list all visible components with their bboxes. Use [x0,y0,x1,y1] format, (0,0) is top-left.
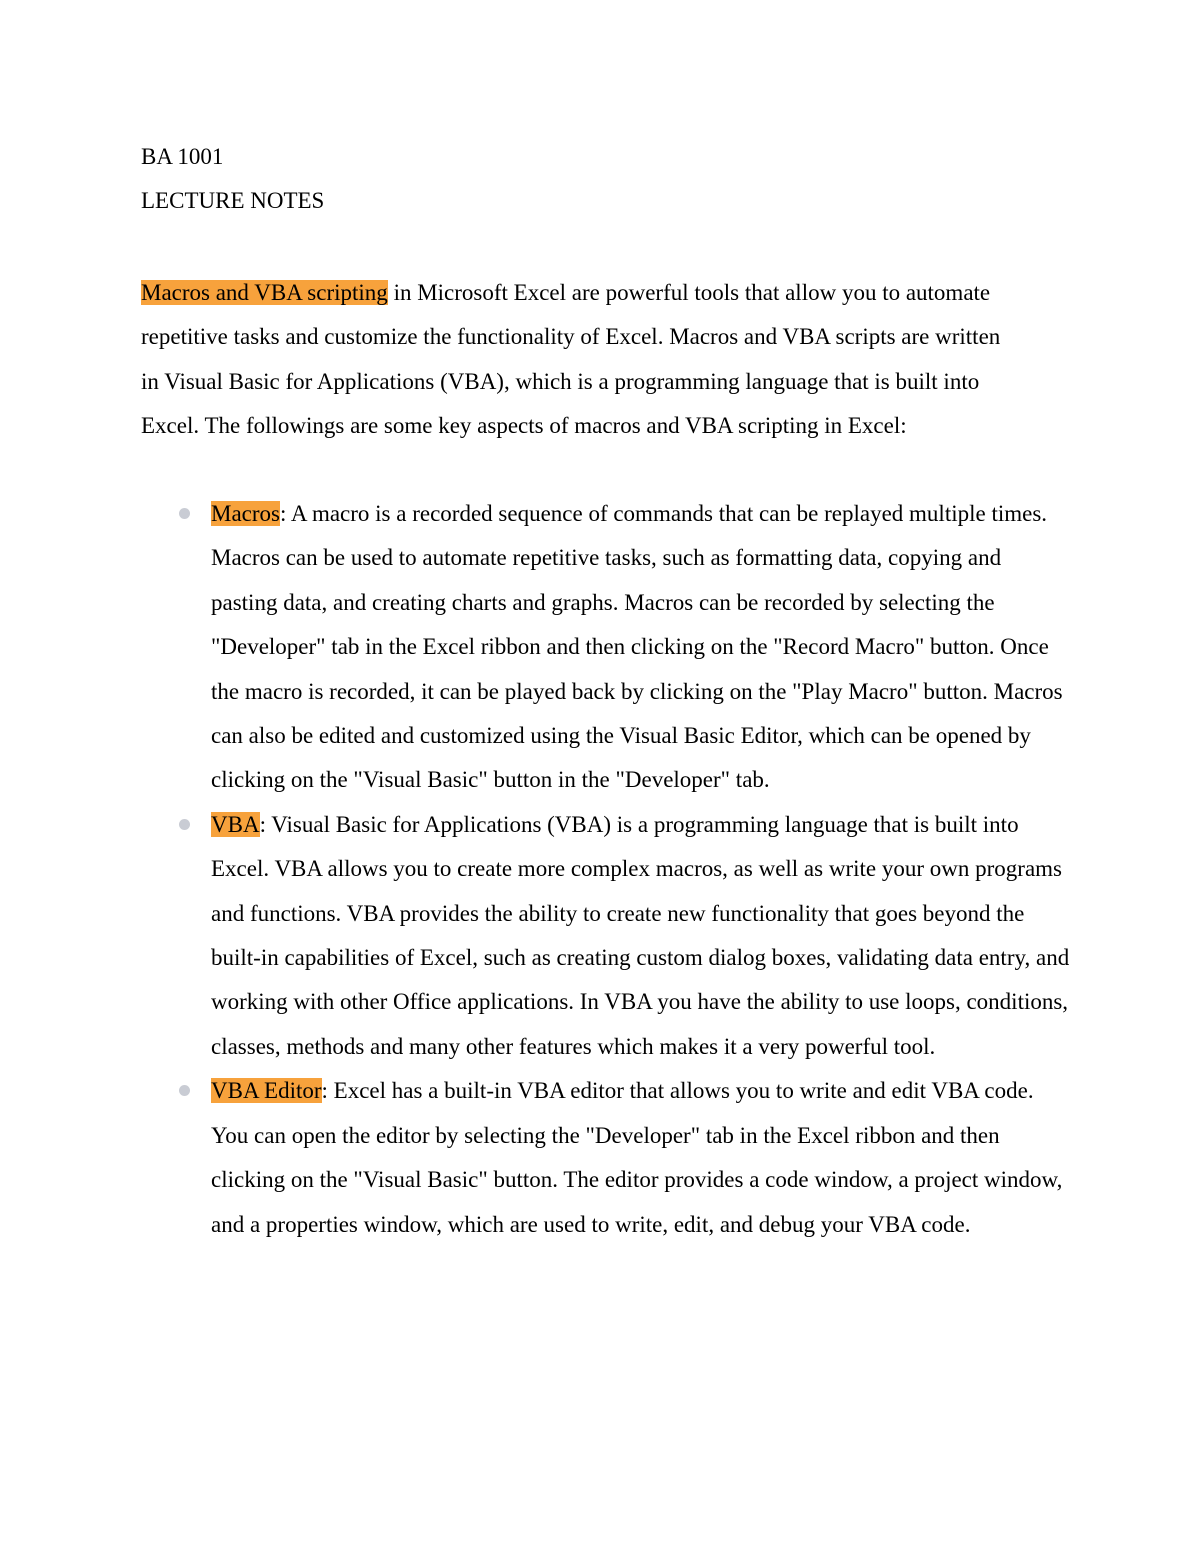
list-item-term: Macros [211,501,280,526]
list-item-term: VBA Editor [211,1078,322,1104]
list-item-vba-editor [211,1069,1071,1247]
key-aspects-list [211,492,1071,1247]
bullet-icon [179,1085,190,1096]
intro-text: in Microsoft Excel are powerful tools that allow you to automate repetitive tasks and customize the functionality of Excel. Macros and VBA scripts are written in Visual Basic for Applications (VBA), which is a programming language that is built into Excel. The followings are some key aspects of macros and VBA scripting in Excel: [141,280,1001,439]
bullet-icon [179,819,190,830]
list-item-text: : A macro is a recorded sequence of commands that can be replayed multiple times. Macros can be used to automate repetitive tasks, such as formatting data, copying and pasting data, and creating charts and graphs. Macros can be recorded by selecting the "Developer" tab in the Excel ribbon and then clicking on the "Record Macro" button. Once the macro is recorded, it can be played back by clicking on the "Play Macro" button. Macros can also be edited and customized using the Visual Basic Editor, which can be opened by clicking on the "Visual Basic" button in the "Developer" tab. [211,501,1063,793]
bullet-icon [179,508,190,519]
list-item-macros [211,492,1071,803]
intro-paragraph [141,271,1021,449]
list-item-term: VBA [211,811,260,837]
intro-highlight: Macros and VBA scripting [141,280,388,305]
course-code: BA 1001 [141,144,224,169]
document-subtitle: LECTURE NOTES [141,188,325,213]
list-item-text: : Visual Basic for Applications (VBA) is a programming language that is built into Excel. VBA allows you to create more complex macros, as well as write your own programs and functions. VBA provides the ability to create new functionality that goes beyond the built-in capabilities of Excel, such as creating custom dialog boxes, validating data entry, and working with other Office applications. In VBA you have the ability to use loops, conditions, classes, methods and many other features which makes it a very powerful tool. [211,811,1070,1059]
list-item-vba [211,803,1071,1069]
list-item-text: : Excel has a built-in VBA editor that allows you to write and edit VBA code. You can open the editor by selecting the "Developer" tab in the Excel ribbon and then clicking on the "Visual Basic" button. The editor provides a code window, a project window, and a properties window, which are used to write, edit, and debug your VBA code. [211,1078,1063,1237]
